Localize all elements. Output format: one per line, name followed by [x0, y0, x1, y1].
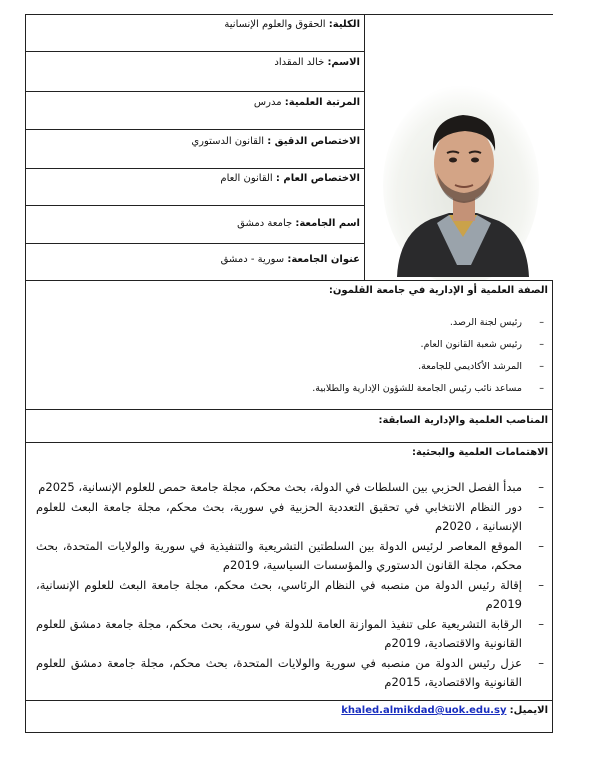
- university-value: جامعة دمشق: [237, 218, 296, 229]
- specialization-label: الاختصاص الدقيق :: [267, 136, 360, 147]
- current-roles-list: [30, 312, 548, 400]
- name-value: خالد المقداد: [274, 57, 328, 68]
- previous-roles-heading: المناصب العلمية والإدارية السابقة:: [378, 415, 548, 426]
- general-specialization-label: الاختصاص العام :: [275, 173, 360, 184]
- name-row: [26, 52, 365, 92]
- portrait-photo: [365, 15, 553, 280]
- email-row: [26, 701, 553, 733]
- photo-cell: [365, 15, 553, 281]
- specialization-row: [26, 130, 365, 169]
- address-row: [26, 244, 365, 281]
- list-item: – مبدأ الفصل الحزبي بين السلطات في الدولة، بحث محكم، مجلة جامعة حمص للعلوم الإنسانية، 2025م: [36, 478, 522, 497]
- current-roles-row: [26, 281, 553, 410]
- list-item: – مساعد نائب رئيس الجامعة للشؤون الإدارية والطلابية.: [30, 378, 522, 400]
- list-item: – رئيس لجنة الرصد.: [30, 312, 522, 334]
- previous-roles-row: [26, 410, 553, 443]
- email-link[interactable]: khaled.almikdad@uok.edu.sy: [341, 705, 507, 716]
- specialization-value: القانون الدستوري: [191, 136, 268, 147]
- rank-row: [26, 92, 365, 130]
- list-item: – عزل رئيس الدولة من منصبه في سورية والولايات المتحدة، بحث محكم، مجلة جامعة دمشق للعلوم القانونية والاقتصادية، 2015م: [36, 654, 522, 692]
- current-roles-heading: الصفة العلمية أو الإدارية في جامعة القلمون:: [328, 285, 548, 296]
- list-item: – رئيس شعبة القانون العام.: [30, 334, 522, 356]
- address-value: سورية - دمشق: [220, 254, 288, 265]
- list-item: – إقالة رئيس الدولة من منصبه في النظام الرئاسي، بحث محكم، مجلة جامعة البعث للعلوم الإنسانية، 2019م: [36, 576, 522, 614]
- list-item: – دور النظام الانتخابي في تحقيق التعددية الحزبية في سورية، بحث محكم، مجلة جامعة البعث للعلوم الإنسانية ، 2020م: [36, 498, 522, 536]
- university-label: اسم الجامعة:: [295, 218, 360, 229]
- general-specialization-row: [26, 169, 365, 206]
- cv-table: [25, 14, 553, 733]
- list-item: – الموقع المعاصر لرئيس الدولة بين السلطتين التشريعية والتنفيذية في سورية والولايات المتحدة، بحث محكم، مجلة القانون الدستوري والمؤسسات السياسية، 2019م: [36, 537, 522, 575]
- rank-label: المرتبة العلمية:: [284, 97, 360, 108]
- general-specialization-value: القانون العام: [220, 173, 276, 184]
- research-list: [30, 478, 548, 692]
- list-item: – المرشد الأكاديمي للجامعة.: [30, 356, 522, 378]
- email-label: الايميل:: [509, 705, 548, 716]
- name-label: الاسم:: [327, 57, 360, 68]
- rank-value: مدرس: [253, 97, 285, 108]
- faculty-value: الحقوق والعلوم الإنسانية: [224, 19, 329, 30]
- research-row: [26, 443, 553, 701]
- research-heading: الاهتمامات العلمية والبحثية:: [412, 447, 548, 458]
- address-label: عنوان الجامعة:: [287, 254, 360, 265]
- faculty-label: الكلية:: [328, 19, 360, 30]
- list-item: – الرقابة التشريعية على تنفيذ الموازنة العامة للدولة في سورية، بحث محكم، مجلة جامعة دمشق للعلوم القانونية والاقتصادية، 2019م: [36, 615, 522, 653]
- faculty-row: [26, 15, 365, 52]
- university-row: [26, 206, 365, 244]
